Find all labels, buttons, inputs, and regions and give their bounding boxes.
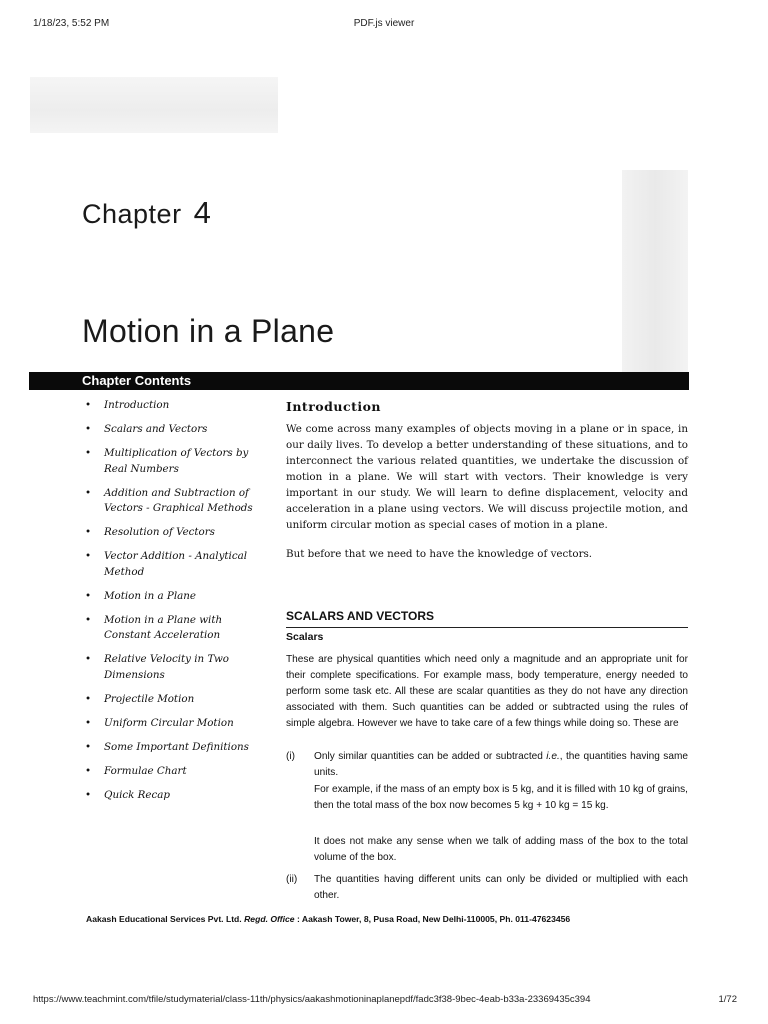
rule-item-1 xyxy=(286,749,688,781)
chapter-contents-list xyxy=(85,398,270,812)
rule-item-2 xyxy=(286,872,688,904)
rule-marker: (ii) xyxy=(286,874,298,885)
contents-item: • Multiplication of Vectors by Real Numbers xyxy=(85,446,270,477)
contents-item: • Some Important Definitions xyxy=(85,740,270,756)
chapter-label xyxy=(82,195,211,231)
rule-text: The quantities having different units can only be divided or multiplied with each other. xyxy=(314,874,688,901)
scan-shade xyxy=(622,170,688,372)
rule-text-start: Only similar quantities can be added or subtracted xyxy=(314,751,547,762)
introduction-tail: But before that we need to have the knowledge of vectors. xyxy=(286,548,593,560)
print-url: https://www.teachmint.com/tfile/studymaterial/class-11th/physics/aakashmotioninaplanepdf/fadc3f38-9bec-4eab-b33a-23369435c394 xyxy=(33,994,591,1005)
chapter-title: Motion in a Plane xyxy=(82,313,335,349)
footer-address: : Aakash Tower, 8, Pusa Road, New Delhi-110005, Ph. 011-47623456 xyxy=(296,914,571,924)
contents-item: • Scalars and Vectors xyxy=(85,422,270,438)
contents-item: • Formulae Chart xyxy=(85,764,270,780)
scan-band xyxy=(30,77,278,133)
rule-marker: (i) xyxy=(286,751,295,762)
page-footer xyxy=(86,914,688,924)
contents-item: • Relative Velocity in Two Dimensions xyxy=(85,652,270,683)
scalars-vectors-heading: SCALARS AND VECTORS xyxy=(286,609,688,628)
print-title: PDF.js viewer xyxy=(353,18,415,29)
rule-text-italic: i.e. xyxy=(546,751,560,762)
contents-item: • Vector Addition - Analytical Method xyxy=(85,549,270,580)
chapter-word: Chapter xyxy=(82,199,182,229)
contents-item: • Motion in a Plane with Constant Acceleration xyxy=(85,613,270,644)
contents-item: • Resolution of Vectors xyxy=(85,525,270,541)
contents-item: • Motion in a Plane xyxy=(85,589,270,605)
footer-company: Aakash Educational Services Pvt. Ltd. xyxy=(86,914,242,924)
scalars-paragraph: These are physical quantities which need only a magnitude and an appropriate unit for their complete specifications. For example mass, body temperature, energy needed to perform some task etc. All these are scalar quantities as they do not have any direction associated with them. Such quantities can be added or subtracted using the rules of simple algebra. However we have to take care of a few things while doing so. These are xyxy=(286,654,688,729)
introduction-body: We come across many examples of objects moving in a plane or in space, in our daily lives. To develop a better understanding of these situations, and to interconnect the various related quantities, we undertake the discussion of motion in a plane. We will start with vectors. Their knowledge is very important in our study. We will learn to define displacement, velocity and acceleration in a plane using vectors. We will discuss projectile motion, and uniform circular motion as special cases of motion in a plane. xyxy=(286,423,688,531)
print-footer xyxy=(0,994,768,1008)
rule-text-end: , the quantities having same units. xyxy=(314,751,688,778)
contents-heading: Chapter Contents xyxy=(82,373,192,388)
rule-text xyxy=(314,749,688,781)
contents-bar xyxy=(29,372,689,390)
example-paragraph: For example, if the mass of an empty box is 5 kg, and it is filled with 10 kg of grains, then the total mass of the box now becomes 5 kg + 10 kg = 15 kg. xyxy=(314,784,688,811)
page-indicator: 1/72 xyxy=(718,994,737,1005)
footer-office-label: Regd. Office xyxy=(244,914,295,924)
print-header xyxy=(0,18,768,32)
print-datetime: 1/18/23, 5:52 PM xyxy=(33,18,110,29)
contents-item: • Quick Recap xyxy=(85,788,270,804)
scalars-subheading: Scalars xyxy=(286,631,324,643)
contents-item: • Addition and Subtraction of Vectors - Graphical Methods xyxy=(85,486,270,517)
contents-item: • Projectile Motion xyxy=(85,692,270,708)
contents-item: • Introduction xyxy=(85,398,270,414)
introduction-heading: Introduction xyxy=(286,399,382,414)
contents-item: • Uniform Circular Motion xyxy=(85,716,270,732)
chapter-number: 4 xyxy=(193,195,212,230)
example-paragraph: It does not make any sense when we talk of adding mass of the box to the total volume of the box. xyxy=(314,836,688,863)
